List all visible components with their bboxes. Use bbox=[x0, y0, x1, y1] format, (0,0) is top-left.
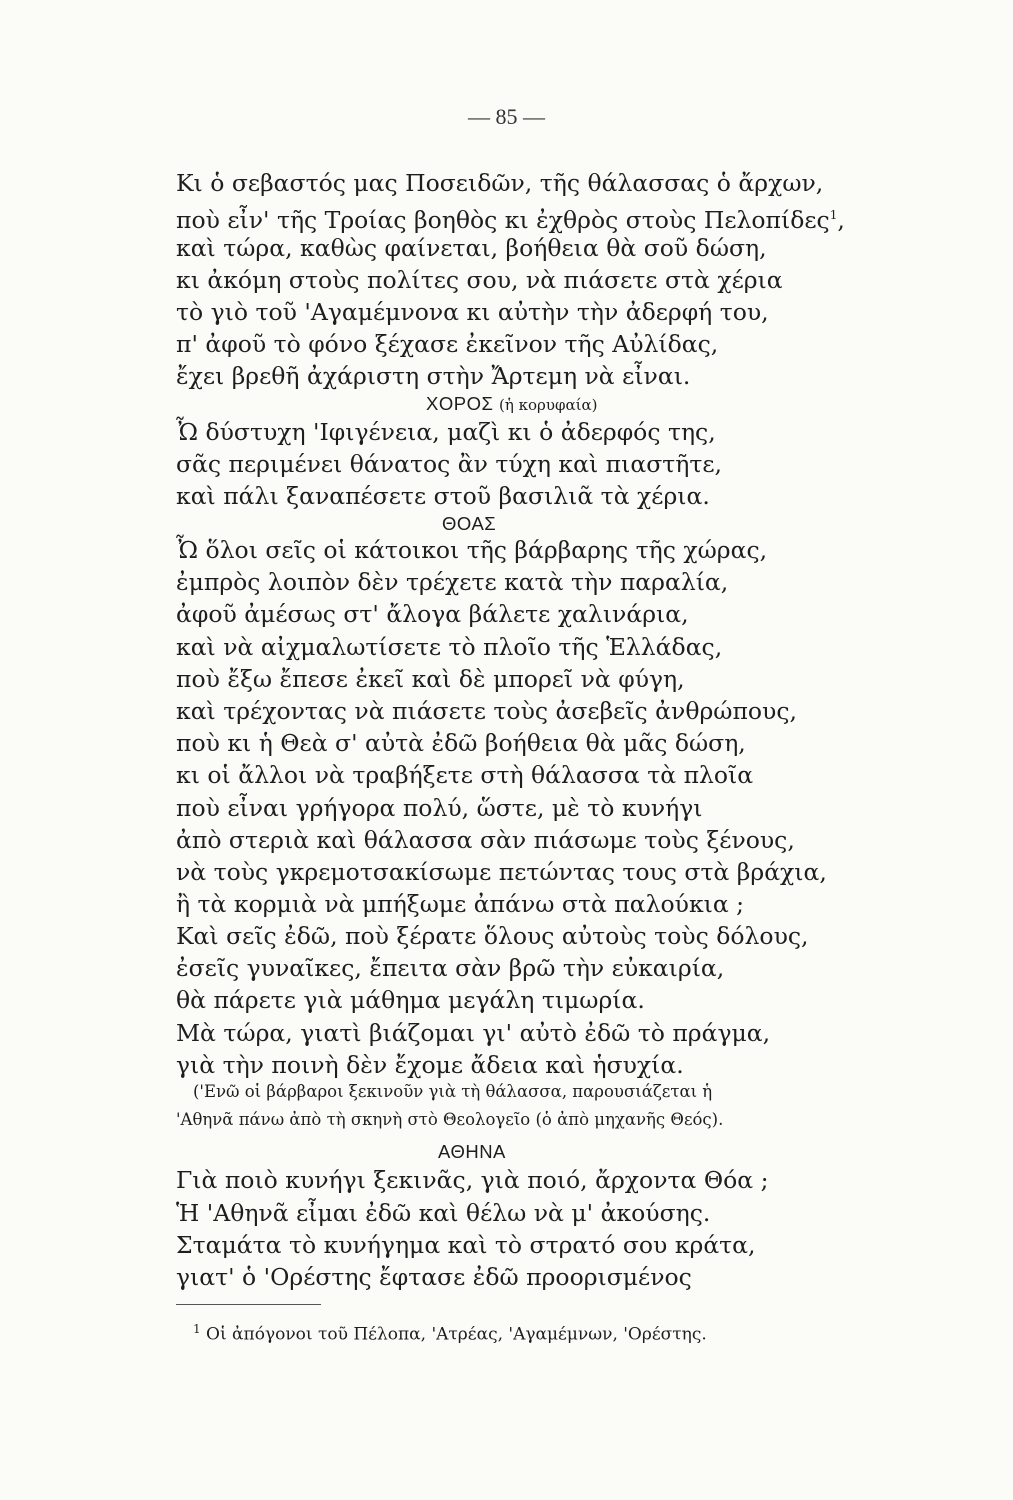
footnote-marker: 1 bbox=[829, 208, 838, 222]
stage-direction-line: 'Αθηνᾶ πάνω ἀπὸ τὴ σκηνὴ στὸ Θεολογεῖο (ὁ ἀπὸ μηχανῆς Θεός). bbox=[176, 1110, 724, 1129]
verse-line: Κι ὁ σεβαστός μας Ποσειδῶν, τῆς θάλασσας ὁ ἄρχων, bbox=[176, 169, 824, 197]
footnote-divider bbox=[176, 1304, 321, 1305]
verse-line: Γιὰ ποιὸ κυνήγι ξεκινᾶς, γιὰ ποιό, ἄρχοντα Θόα ; bbox=[176, 1166, 769, 1194]
verse-line: Ἡ 'Αθηνᾶ εἶμαι ἐδῶ καὶ θέλω νὰ μ' ἀκούσης. bbox=[176, 1199, 711, 1227]
verse-line: γιατ' ὁ 'Ορέστης ἔφτασε ἐδῶ προορισμένος bbox=[176, 1263, 692, 1291]
verse-line: Μὰ τώρα, γιατὶ βιάζομαι γι' αὐτὸ ἐδῶ τὸ πράγμα, bbox=[176, 1019, 771, 1047]
verse-line: καὶ πάλι ξαναπέσετε στοῦ βασιλιᾶ τὰ χέρια. bbox=[176, 482, 710, 510]
page-number: — 85 — bbox=[468, 104, 545, 129]
stage-direction-line: ('Ενῶ οἱ βάρβαροι ξεκινοῦν γιὰ τὴ θάλασσα, παρουσιάζεται ἡ bbox=[193, 1082, 713, 1101]
verse-line: Σταμάτα τὸ κυνήγημα καὶ τὸ στρατό σου κράτα, bbox=[176, 1231, 756, 1259]
footnote-number: 1 bbox=[193, 1322, 201, 1336]
verse-line: Ὦ δύστυχη 'Ιφιγένεια, μαζὶ κι ὁ ἀδερφός της, bbox=[176, 418, 716, 446]
verse-line: νὰ τοὺς γκρεμοτσακίσωμε πετώντας τους στὰ βράχια, bbox=[176, 858, 827, 886]
speaker-heading-chorus bbox=[426, 392, 598, 417]
verse-line: ποὺ εἶναι γρήγορα πολύ, ὥστε, μὲ τὸ κυνήγι bbox=[176, 794, 703, 822]
footnote-text: Οἱ ἀπόγονοι τοῦ Πέλοπα, 'Ατρέας, 'Αγαμέμνων, 'Ορέστης. bbox=[206, 1324, 707, 1345]
verse-line: ἀπὸ στεριὰ καὶ θάλασσα σὰν πιάσωμε τοὺς ξένους, bbox=[176, 826, 795, 854]
verse-line: σᾶς περιμένει θάνατος ἂν τύχη καὶ πιαστῆτε, bbox=[176, 450, 722, 478]
verse-line: ἔχει βρεθῆ ἀχάριστη στὴν Ἄρτεμη νὰ εἶναι. bbox=[176, 362, 691, 390]
verse-line: Καὶ σεῖς ἐδῶ, ποὺ ξέρατε ὅλους αὐτοὺς τοὺς δόλους, bbox=[176, 922, 809, 950]
verse-line: Ὦ ὅλοι σεῖς οἱ κάτοικοι τῆς βάρβαρης τῆς χώρας, bbox=[176, 536, 768, 564]
verse-line: ἐσεῖς γυναῖκες, ἔπειτα σὰν βρῶ τὴν εὐκαιρία, bbox=[176, 954, 725, 982]
verse-line: καὶ τώρα, καθὼς φαίνεται, βοήθεια θὰ σοῦ δώση, bbox=[176, 234, 767, 262]
verse-line: κι οἱ ἄλλοι νὰ τραβήξετε στὴ θάλασσα τὰ πλοῖα bbox=[176, 761, 754, 789]
verse-line: ποὺ κι ἡ Θεὰ σ' αὐτὰ ἐδῶ βοήθεια θὰ μᾶς δώση, bbox=[176, 729, 746, 757]
verse-line: θὰ πάρετε γιὰ μάθημα μεγάλη τιμωρία. bbox=[176, 986, 645, 1014]
verse-line: κι ἀκόμη στοὺς πολίτες σου, νὰ πιάσετε στὰ χέρια bbox=[176, 266, 783, 294]
verse-line: π' ἀφοῦ τὸ φόνο ξέχασε ἐκεῖνον τῆς Αὐλίδας, bbox=[176, 330, 719, 358]
verse-line: ἀφοῦ ἀμέσως στ' ἄλογα βάλετε χαλινάρια, bbox=[176, 600, 689, 628]
speaker-heading-athena: ΑΘΗΝΑ bbox=[438, 1141, 506, 1162]
speaker-name: ΧΟΡΟΣ bbox=[426, 393, 494, 414]
speaker-heading-thoas: ΘΟΑΣ bbox=[442, 513, 497, 534]
verse-line: ἐμπρὸς λοιπὸν δὲν τρέχετε κατὰ τὴν παραλία, bbox=[176, 568, 729, 596]
verse-line: ποὺ εἶν' τῆς Τροίας βοηθὸς κι ἐχθρὸς στοὺς Πελοπίδες$^1$, bbox=[176, 205, 845, 234]
verse-line: τὸ γιὸ τοῦ 'Αγαμέμνονα κι αὐτὴν τὴν ἀδερφή του, bbox=[176, 298, 769, 326]
verse-line: καὶ νὰ αἰχμαλωτίσετε τὸ πλοῖο τῆς Ἑλλάδας, bbox=[176, 633, 723, 661]
verse-line: γιὰ τὴν ποινὴ δὲν ἔχομε ἄδεια καὶ ἡσυχία. bbox=[176, 1051, 684, 1079]
speaker-note: (ἡ κορυφαία) bbox=[499, 396, 598, 414]
verse-line: ἢ τὰ κορμιὰ νὰ μπήξωμε ἀπάνω στὰ παλούκια ; bbox=[176, 890, 745, 918]
verse-line: καὶ τρέχοντας νὰ πιάσετε τοὺς ἀσεβεῖς ἀνθρώπους, bbox=[176, 697, 797, 725]
verse-line: ποὺ ἔξω ἔπεσε ἐκεῖ καὶ δὲ μπορεῖ νὰ φύγη, bbox=[176, 665, 685, 693]
footnote bbox=[193, 1316, 707, 1348]
